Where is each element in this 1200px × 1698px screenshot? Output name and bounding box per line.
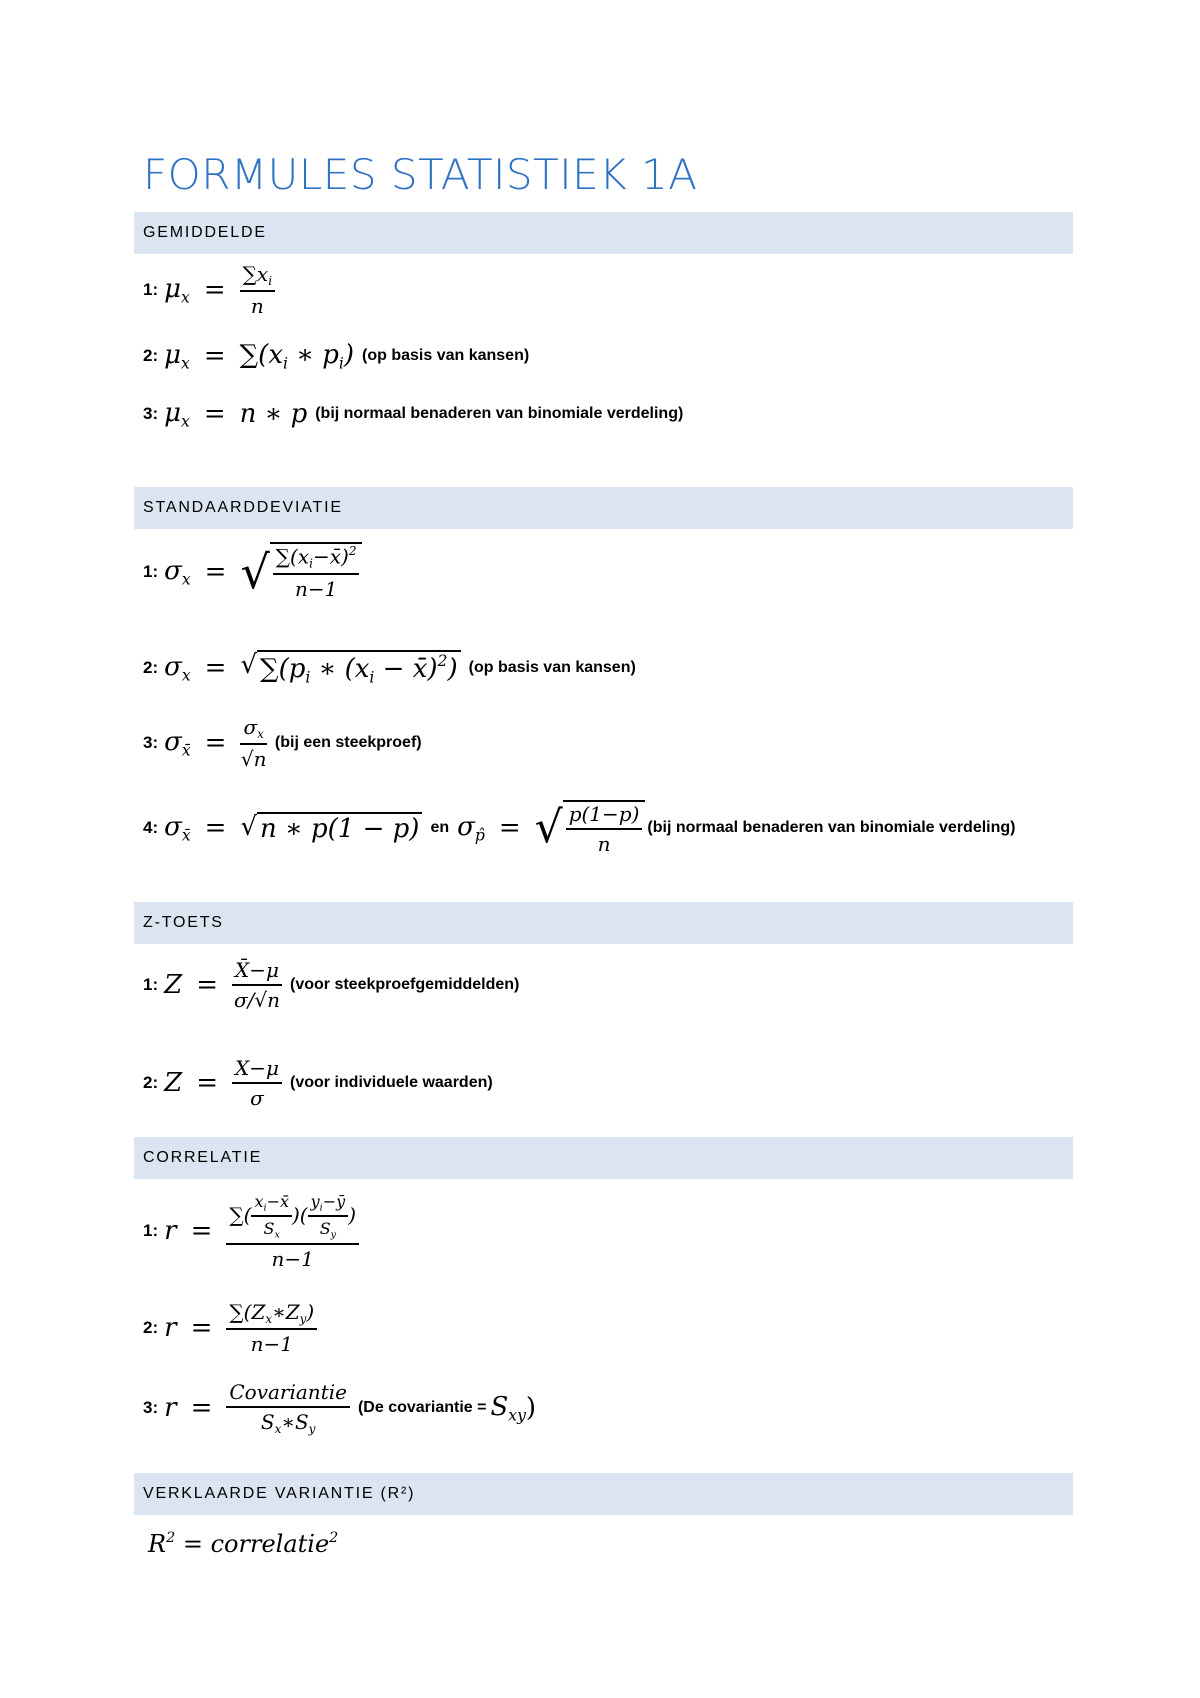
section-title: STANDAARDDEVIATIE	[143, 499, 343, 516]
formula-number: 1:	[143, 1221, 159, 1241]
formula-r-1: 1: r = ∑( $\frac{x_i-x̄}{S_x}$ )( $\frac{y_i-ȳ}{S_y}$ ) n−1	[143, 1192, 359, 1271]
formula-r-2: 2: r = $\frac{\sum(Z_x∗Z_y)}{n-1}$	[143, 1300, 317, 1356]
formula-number: 2:	[143, 346, 159, 366]
formula-number: 3:	[143, 1398, 159, 1418]
formula-z-2: 2: Z = $\frac{X-\mu}{\sigma}$ (voor individuele waarden)	[143, 1056, 493, 1110]
section-header-standaarddeviatie	[134, 487, 1073, 529]
formula-number: 2:	[143, 658, 159, 678]
formula-sd-1: 1: $\sigma_x$ = √ $\frac{\sum(x_i-x̄)^2}{n-1}$	[143, 542, 362, 602]
formula-note: (bij een steekproef)	[274, 734, 422, 752]
formula-sd-2: 2: $\sigma_x$ = √ $\sum(p_i$ ∗ ($x_i$ − x̄)$^2$) (op basis van kansen)	[143, 650, 636, 687]
page-title: FORMULES STATISTIEK 1A	[143, 150, 698, 199]
formula-note: en	[430, 819, 450, 836]
formula-note: (bij normaal benaderen van binomiale verdeling)	[315, 405, 684, 423]
formula-number: 1:	[143, 280, 159, 300]
formula-z-1: 1: Z = $\frac{X̄-\mu}{\sigma/√n}$ (voor steekproefgemiddelden)	[143, 958, 520, 1012]
formula-gemiddelde-3: 3: $\mu_x$ = n ∗ p (bij normaal benaderen van binomiale verdeling)	[143, 398, 684, 431]
formula-lhs: $\mu_x$	[164, 273, 190, 307]
formula-number: 3:	[143, 404, 159, 424]
section-title: GEMIDDELDE	[143, 224, 267, 241]
section-title: Z-TOETS	[143, 914, 224, 931]
section-header-correlatie	[134, 1137, 1073, 1179]
formula-note: (op basis van kansen)	[362, 347, 530, 365]
section-header-gemiddelde	[134, 212, 1073, 254]
formula-note: (voor individuele waarden)	[290, 1074, 493, 1091]
formula-number: 2:	[143, 1318, 159, 1338]
section-title: CORRELATIE	[143, 1149, 263, 1166]
formula-number: 2:	[143, 1073, 159, 1092]
formula-number: 4:	[143, 818, 159, 837]
formula-note: (op basis van kansen)	[468, 659, 636, 677]
formula-note: (bij normaal benaderen van binomiale verdeling)	[647, 819, 1016, 836]
formula-note: (De covariantie =	[357, 1399, 487, 1417]
formula-number: 1:	[143, 562, 159, 581]
formula-gemiddelde-1: 1: $\mu_x$ = $\frac{\sum x_i}{n}$	[143, 262, 275, 318]
formula-r-3: 3: r = $\frac{\text{Covariantie}}{S_x∗S_y}$ (De covariantie = $S_{xy}$ )	[143, 1380, 537, 1437]
fraction: $\frac{\sum x_i}{n}$	[240, 262, 275, 318]
formula-sd-3: 3: $\sigma_{x̄}$ = $\frac{\sigma_x}{√n}$ (bij een steekproef)	[143, 715, 422, 772]
formula-r-squared: $R^2$ = correlatie$^2$	[148, 1530, 339, 1559]
formula-number: 1:	[143, 975, 159, 994]
formula-sd-4: 4: $\sigma_{x̄}$ = √ n ∗ p(1 − p) en $\sigma_{p̂}$ = √ $\frac{p(1-p)}{n}$ (bij normaal benaderen van binomiale verdeling)	[143, 802, 1016, 856]
section-header-ztoets	[134, 902, 1073, 944]
formula-note: (voor steekproefgemiddelden)	[290, 976, 520, 993]
formula-gemiddelde-2: 2: $\mu_x$ = $\sum(x_i$ ∗ $p_i$) (op basis van kansen)	[143, 340, 530, 373]
section-header-verklaarde-variantie	[134, 1473, 1073, 1515]
formula-number: 3:	[143, 733, 159, 753]
section-title: VERKLAARDE VARIANTIE (R²)	[143, 1485, 416, 1502]
